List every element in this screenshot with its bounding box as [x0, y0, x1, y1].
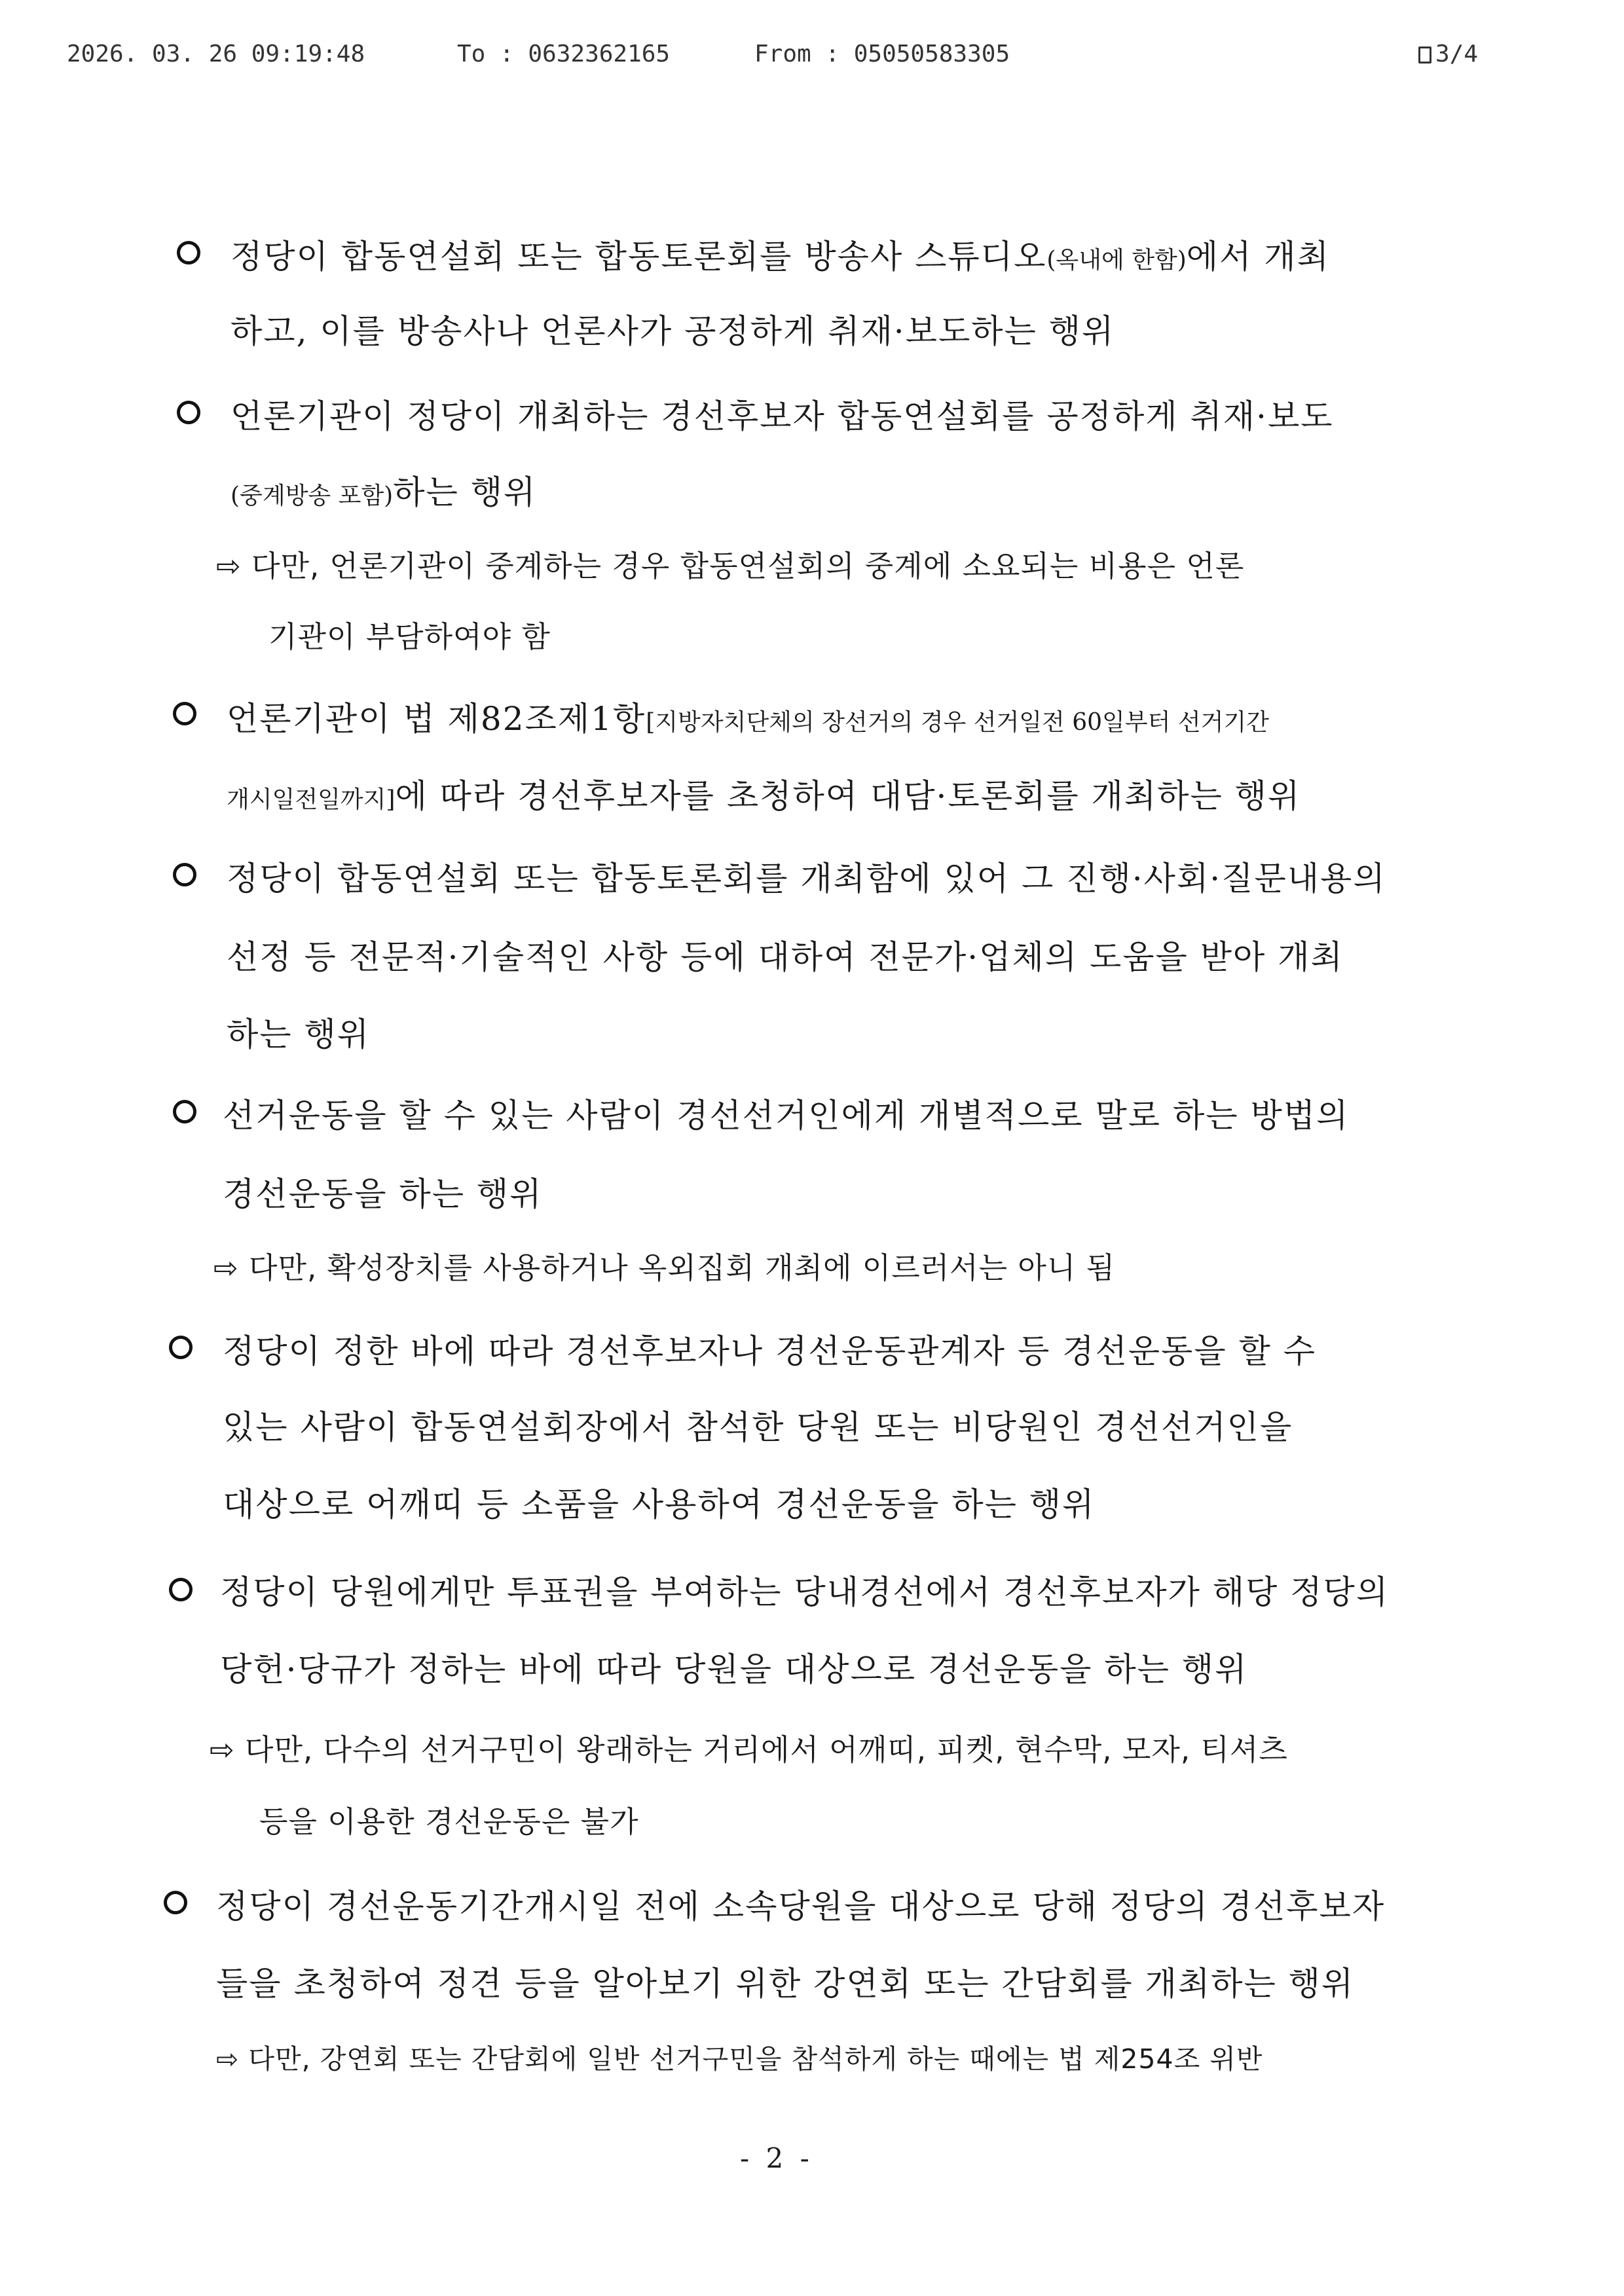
bullet-icon: [177, 401, 200, 424]
item-7-line-2: 당헌·당규가 정하는 바에 따라 당원을 대상으로 경선운동을 하는 행위: [220, 1650, 1248, 1688]
bullet-icon: [173, 702, 196, 725]
item-3-inline-small: [지방자치단체의 장선거의 경우 선거일전 60일부터 선거기간: [646, 709, 1269, 736]
bullet-icon: [169, 1578, 193, 1601]
bullet-icon: [173, 863, 196, 886]
fax-datetime: 2026. 03. 26 09:19:48: [67, 41, 365, 67]
item-2-line-2: (중계방송 포함)하는 행위: [231, 473, 537, 511]
item-4-line-3: 하는 행위: [227, 1015, 371, 1053]
item-8-line-2: 들을 초청하여 정견 등을 알아보기 위한 강연회 또는 간담회를 개최하는 행위: [216, 1965, 1355, 2003]
item-1-inline-small: (옥내에 한함): [1046, 247, 1187, 274]
item-3-line-1: 언론기관이 법 제82조제1항[지방자치단체의 장선거의 경우 선거일전 60일부터 선거기간: [227, 700, 1269, 738]
item-3-line-2: 개시일전일까지]에 따라 경선후보자를 초청하여 대담·토론회를 개최하는 행위: [227, 777, 1301, 815]
item-6-line-1: 정당이 정한 바에 따라 경선후보자나 경선운동관계자 등 경선운동을 할 수: [223, 1332, 1317, 1370]
item-2-lead-small: (중계방송 포함): [231, 483, 394, 509]
fax-to: To : 0632362165: [457, 41, 671, 67]
item-3-lead-small: 개시일전일까지]: [227, 786, 396, 813]
item-1-line-2: 하고, 이를 방송사나 언론사가 공정하게 취재·보도하는 행위: [231, 312, 1115, 350]
item-5-line-1: 선거운동을 할 수 있는 사람이 경선선거인에게 개별적으로 말로 하는 방법의: [223, 1097, 1350, 1135]
item-7-note-1: ⇨ 다만, 다수의 선거구민이 왕래하는 거리에서 어깨띠, 피켓, 현수막, 모자, 티셔츠: [210, 1732, 1288, 1767]
item-2-note-1: ⇨ 다만, 언론기관이 중계하는 경우 합동연설회의 중계에 소요되는 비용은 언론: [216, 549, 1245, 583]
bullet-icon: [169, 1336, 193, 1359]
item-1-line-1: 정당이 합동연설회 또는 합동토론회를 방송사 스튜디오(옥내에 한함)에서 개최: [231, 238, 1330, 276]
bullet-icon: [177, 241, 200, 264]
item-2-note-2: 기관이 부담하여야 함: [268, 619, 551, 654]
item-2-line-1: 언론기관이 정당이 개최하는 경선후보자 합동연설회를 공정하게 취재·보도: [231, 397, 1334, 435]
item-5-line-2: 경선운동을 하는 행위: [223, 1175, 543, 1213]
bullet-icon: [164, 1891, 187, 1914]
item-7-line-1: 정당이 당원에게만 투표권을 부여하는 당내경선에서 경선후보자가 해당 정당의: [220, 1573, 1390, 1611]
item-6-line-3: 대상으로 어깨띠 등 소품을 사용하여 경선운동을 하는 행위: [223, 1485, 1096, 1523]
item-6-line-2: 있는 사람이 합동연설회장에서 참석한 당원 또는 비당원인 경선선거인을: [223, 1408, 1293, 1446]
fax-page-count: 3/4: [1435, 41, 1479, 67]
fax-from: From : 05050583305: [754, 41, 1010, 67]
item-8-line-1: 정당이 경선운동기간개시일 전에 소속당원을 대상으로 당해 정당의 경선후보자: [216, 1887, 1386, 1925]
item-4-line-1: 정당이 합동연설회 또는 합동토론회를 개최함에 있어 그 진행·사회·질문내용의: [227, 860, 1386, 898]
item-4-line-2: 선정 등 전문적·기술적인 사항 등에 대하여 전문가·업체의 도움을 받아 개최: [227, 938, 1344, 976]
bullet-icon: [173, 1100, 196, 1123]
item-5-note-1: ⇨ 다만, 확성장치를 사용하거나 옥외집회 개최에 이르러서는 아니 됨: [213, 1250, 1116, 1285]
item-8-note-1: ⇨ 다만, 강연회 또는 간담회에 일반 선거구민을 참석하게 하는 때에는 법 제254조 위반: [216, 2043, 1263, 2075]
page-number: - 2 -: [740, 2142, 813, 2174]
item-7-note-2: 등을 이용한 경선운동은 불가: [259, 1804, 639, 1839]
